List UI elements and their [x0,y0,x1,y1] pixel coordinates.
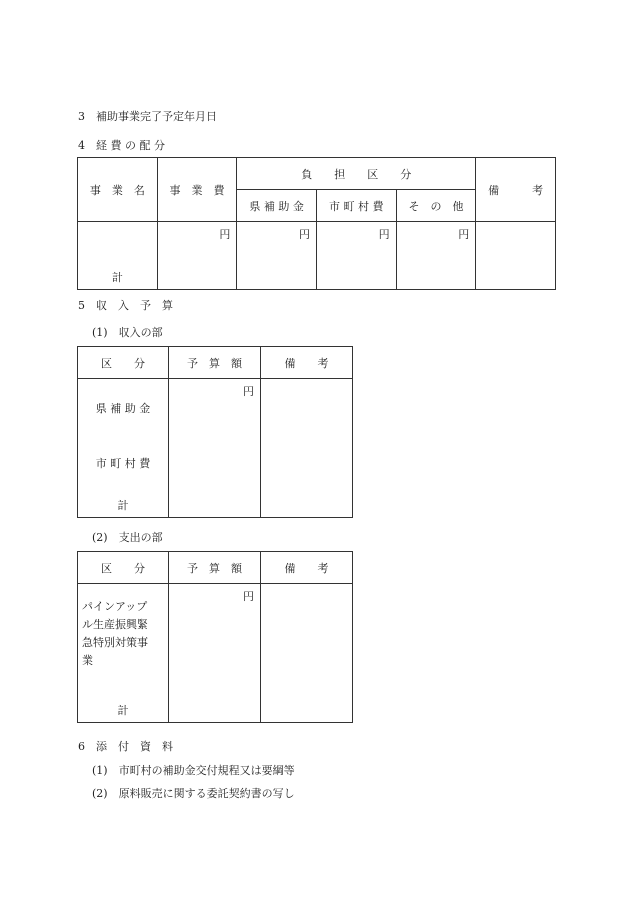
row-ken: 県 補 助 金 [95,402,151,415]
col-jigyomei: 事 業 名 [78,158,158,222]
yen-unit: 円 [219,228,231,241]
section-5-heading: 5 収 入 予 算 [78,299,173,312]
section-3-heading: 3 補助事業完了予定年月日 [78,110,217,123]
cell-jigyohi [157,222,237,290]
col-biko: 備 考 [261,552,353,584]
total-label: 計 [117,499,129,512]
cell-shi [316,222,396,290]
col-ken: 県 補 助 金 [237,190,317,222]
col-yosan: 予 算 額 [169,552,261,584]
cell-yosan [169,379,261,518]
cell-jigyomei [78,222,158,290]
income-table [77,346,353,518]
yen-unit: 円 [243,590,254,603]
col-kubun: 区 分 [78,347,169,379]
yen-unit: 円 [298,228,310,241]
cell-biko [261,379,353,518]
col-shi: 市 町 村 費 [316,190,396,222]
section-4-heading: 4 経 費 の 配 分 [78,139,165,152]
item-pineapple: パインアップ ル生産振興緊 急特別対策事 業 [82,600,148,667]
yen-unit: 円 [378,228,390,241]
cell-other [396,222,476,290]
attachment-1: (1) 市町村の補助金交付規程又は要綱等 [92,764,295,777]
cell-kubun [78,379,169,518]
cell-ken [237,222,317,290]
cell-kubun [78,584,169,723]
row-shi: 市 町 村 費 [95,457,151,470]
col-biko: 備 考 [476,158,556,222]
cell-yosan [169,584,261,723]
yen-unit: 円 [243,385,254,398]
col-other: そ の 他 [396,190,476,222]
section-6-heading: 6 添 付 資 料 [78,740,173,753]
col-jigyohi: 事 業 費 [157,158,237,222]
section-5-2-heading: (2) 支出の部 [92,531,163,544]
cell-biko [261,584,353,723]
col-futan: 負 担 区 分 [237,158,476,190]
col-kubun: 区 分 [78,552,169,584]
cell-biko [476,222,556,290]
section-5-1-heading: (1) 収入の部 [92,326,163,339]
expense-allocation-table [77,157,556,290]
expenditure-table [77,551,353,723]
col-biko: 備 考 [261,347,353,379]
col-yosan: 予 算 額 [169,347,261,379]
attachment-2: (2) 原料販売に関する委託契約書の写し [92,787,295,800]
yen-unit: 円 [458,228,470,241]
total-label: 計 [117,704,129,717]
total-label: 計 [111,271,123,284]
